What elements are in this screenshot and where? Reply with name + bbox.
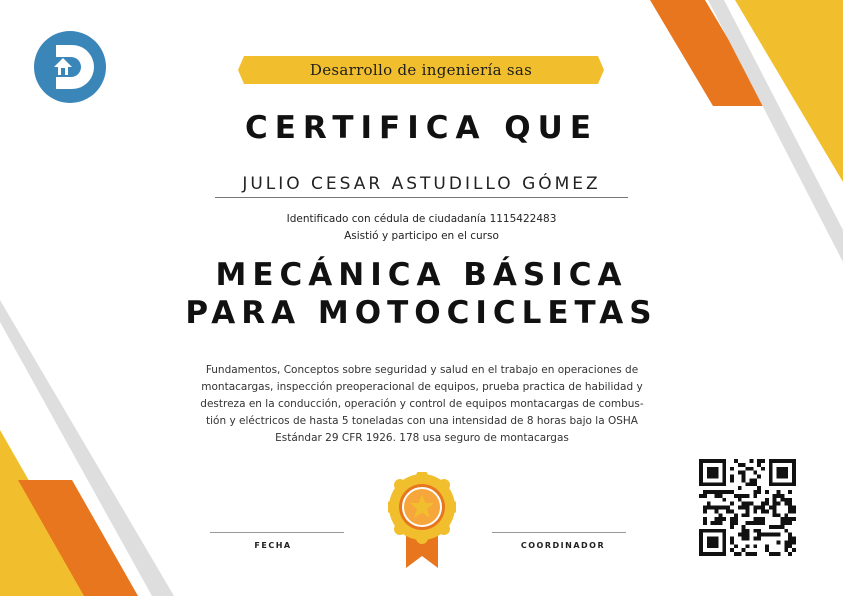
description-line: Estándar 29 CFR 1926. 178 usa seguro de montacargas [275,432,569,444]
description-line: montacargas, inspección preoperacional de equipos, prueba practica de habilidad y [201,381,643,393]
date-label: FECHA [254,541,292,550]
id-line: Identificado con cédula de ciudadanía 1115422483 [286,213,557,225]
star-medal-icon [388,472,456,570]
description-line: destreza en la conducción, operación y control de equipos montacargas de combus- [200,398,644,410]
description-line: tión y eléctricos de hasta 5 toneladas con una intensidad de 8 horas bajo la OSHA [206,415,638,427]
description-line: Fundamentos, Conceptos sobre seguridad y salud en el trabajo en operaciones de [205,364,639,376]
name-underline [215,197,628,198]
coordinator-label: COORDINADOR [520,541,606,550]
certificate-title: CERTIFICA QUE [244,110,599,146]
recipient-name: JULIO CESAR ASTUDILLO GÓMEZ [242,174,601,194]
company-logo [34,31,106,103]
coordinator-signature-line [492,532,626,533]
attended-line: Asistió y participo en el curso [344,230,499,242]
issuer-name: Desarrollo de ingeniería sas [309,61,533,79]
course-title-line-2: PARA MOTOCICLETAS [185,295,658,331]
course-title-line-1: MECÁNICA BÁSICA [215,257,628,293]
date-signature-line [210,532,344,533]
course-description [176,362,668,447]
qr-code [699,459,796,556]
